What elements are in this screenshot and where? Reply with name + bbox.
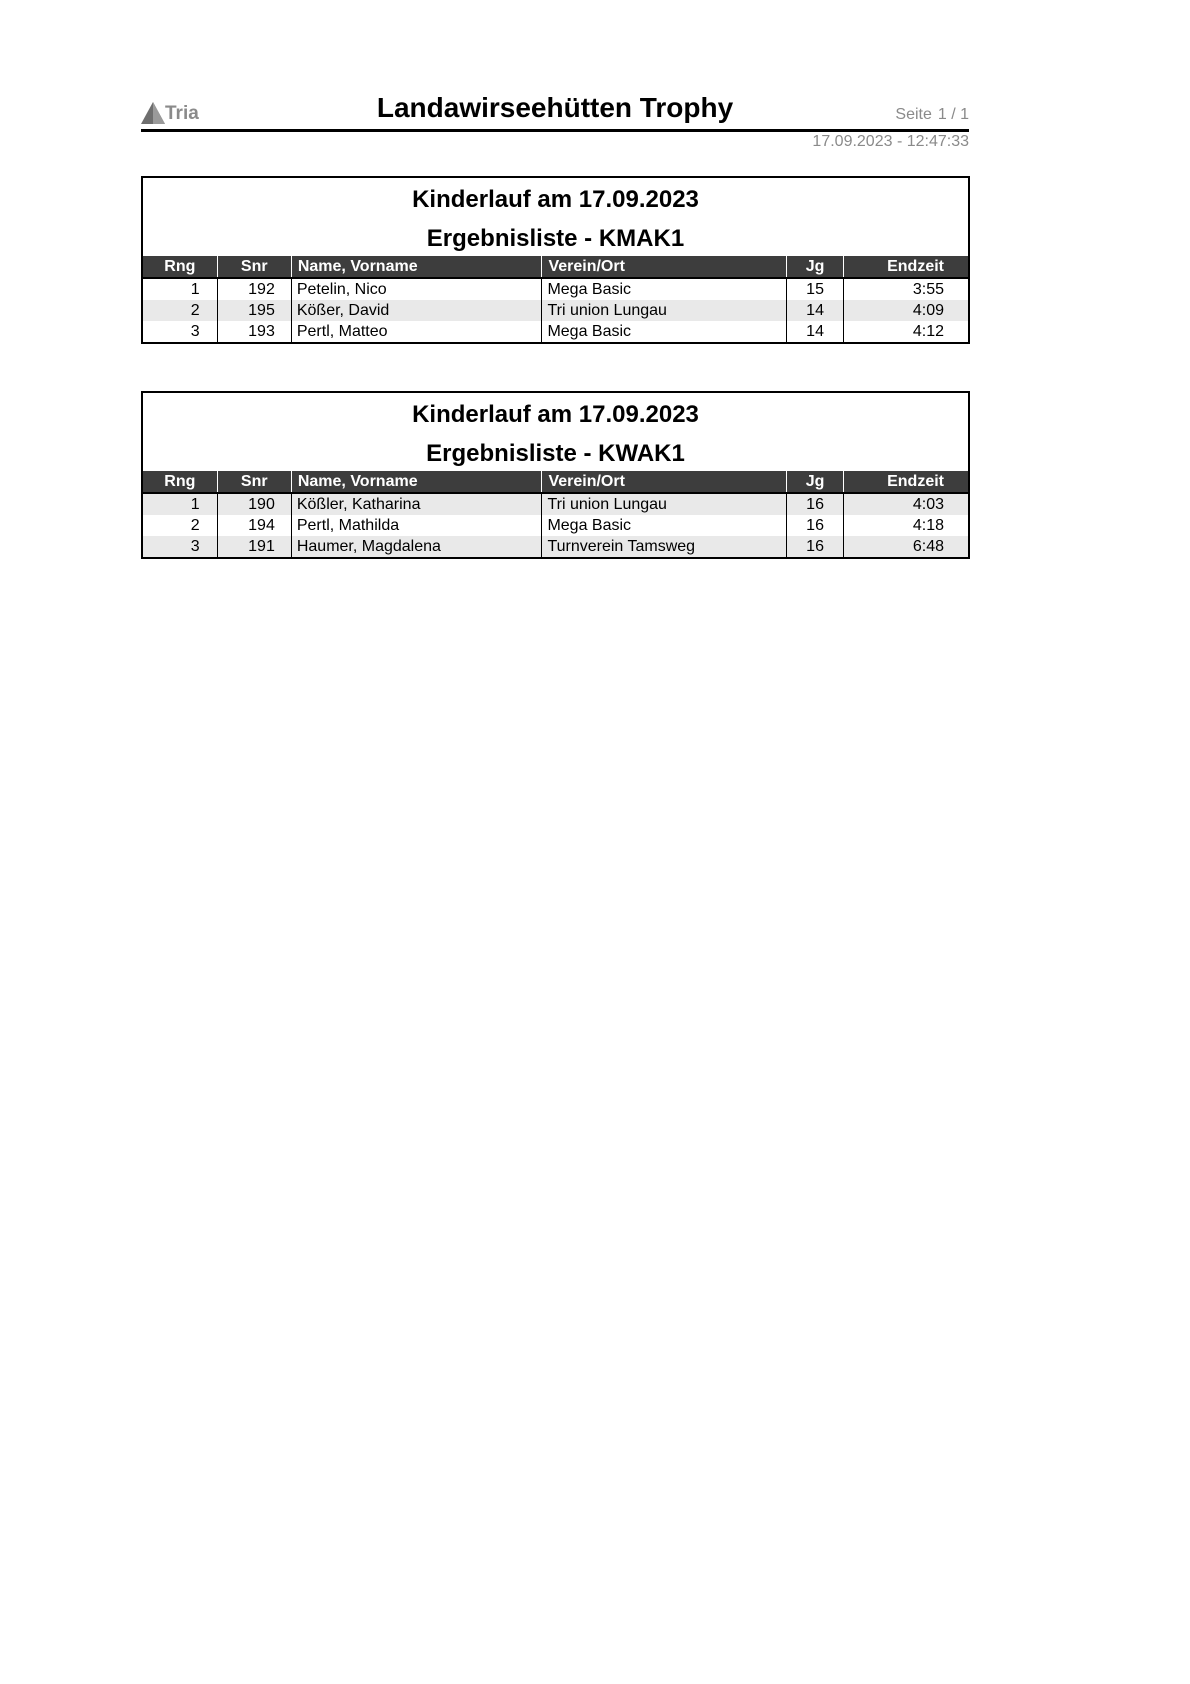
- cell-jg: 16: [787, 515, 844, 536]
- section-title: Kinderlauf am 17.09.2023: [412, 401, 699, 428]
- table-row: [143, 278, 968, 300]
- col-snr: Snr: [217, 256, 291, 278]
- logo-text: Tria: [165, 103, 199, 124]
- page-label: Seite: [895, 106, 932, 123]
- cell-rng: 2: [143, 300, 217, 321]
- cell-endzeit: 6:48: [844, 536, 968, 557]
- cell-name: Pertl, Mathilda: [291, 515, 542, 536]
- cell-endzeit: 4:03: [844, 493, 968, 515]
- cell-rng: 2: [190, 517, 200, 534]
- result-section-kwak1: [141, 391, 970, 559]
- cell-endzeit: 4:12: [844, 321, 968, 342]
- col-endzeit: Endzeit: [844, 256, 968, 278]
- result-section-kmak1: [141, 176, 970, 344]
- section-subtitle: Ergebnisliste - KMAK1: [426, 225, 685, 252]
- cell-snr: 193: [217, 321, 291, 342]
- col-rng: Rng: [143, 471, 217, 493]
- cell-verein: Mega Basic: [542, 278, 787, 300]
- cell-snr: 192: [217, 278, 291, 300]
- col-name: Name, Vorname: [291, 256, 542, 278]
- cell-verein: Tri union Lungau: [542, 300, 787, 321]
- cell-rng: 3: [143, 536, 217, 557]
- section-title: Kinderlauf am 17.09.2023: [412, 186, 699, 213]
- cell-snr: 194: [217, 515, 291, 536]
- document-title: Landawirseehütten Trophy: [376, 92, 734, 123]
- cell-name: Kößler, Katharina: [291, 493, 542, 515]
- col-snr: Snr: [217, 471, 291, 493]
- cell-snr: 191: [217, 536, 291, 557]
- cell-rng: 3: [190, 323, 200, 340]
- page-value: 1 / 1: [937, 106, 969, 123]
- col-endzeit: Endzeit: [844, 471, 968, 493]
- table-row: [143, 493, 968, 515]
- print-timestamp: 17.09.2023 - 12:47:33: [812, 133, 969, 150]
- cell-endzeit: 3:55: [844, 278, 968, 300]
- cell-verein: Tri union Lungau: [542, 493, 787, 515]
- cell-name: Pertl, Matteo: [291, 321, 542, 342]
- col-name: Name, Vorname: [291, 471, 542, 493]
- cell-rng: 1: [143, 493, 217, 515]
- col-verein: Verein/Ort: [542, 256, 787, 278]
- cell-verein: Mega Basic: [542, 515, 787, 536]
- cell-jg: 15: [787, 278, 844, 300]
- col-verein: Verein/Ort: [542, 471, 787, 493]
- cell-jg: 16: [787, 493, 844, 515]
- table-row: [143, 321, 968, 342]
- table-row: [143, 536, 968, 557]
- results-table: [143, 471, 968, 557]
- table-row: [143, 515, 968, 536]
- cell-name: Petelin, Nico: [291, 278, 542, 300]
- col-jg: Jg: [787, 471, 844, 493]
- page-header: [141, 90, 969, 132]
- cell-snr: 195: [217, 300, 291, 321]
- section-subtitle: Ergebnisliste - KWAK1: [426, 440, 685, 467]
- table-row: [143, 300, 968, 321]
- cell-endzeit: 4:09: [844, 300, 968, 321]
- table-header-row: [143, 471, 968, 493]
- cell-jg: 14: [787, 321, 844, 342]
- cell-endzeit: 4:18: [844, 515, 968, 536]
- table-header-row: [143, 256, 968, 278]
- cell-name: Kößer, David: [291, 300, 542, 321]
- cell-name: Haumer, Magdalena: [291, 536, 542, 557]
- cell-snr: 190: [217, 493, 291, 515]
- cell-jg: 14: [787, 300, 844, 321]
- col-jg: Jg: [787, 256, 844, 278]
- cell-verein: Mega Basic: [542, 321, 787, 342]
- cell-jg: 16: [787, 536, 844, 557]
- page-number: [889, 106, 969, 124]
- cell-verein: Turnverein Tamsweg: [542, 536, 787, 557]
- cell-rng: 1: [190, 281, 200, 298]
- col-rng: Rng: [143, 256, 217, 278]
- results-table: [143, 256, 968, 342]
